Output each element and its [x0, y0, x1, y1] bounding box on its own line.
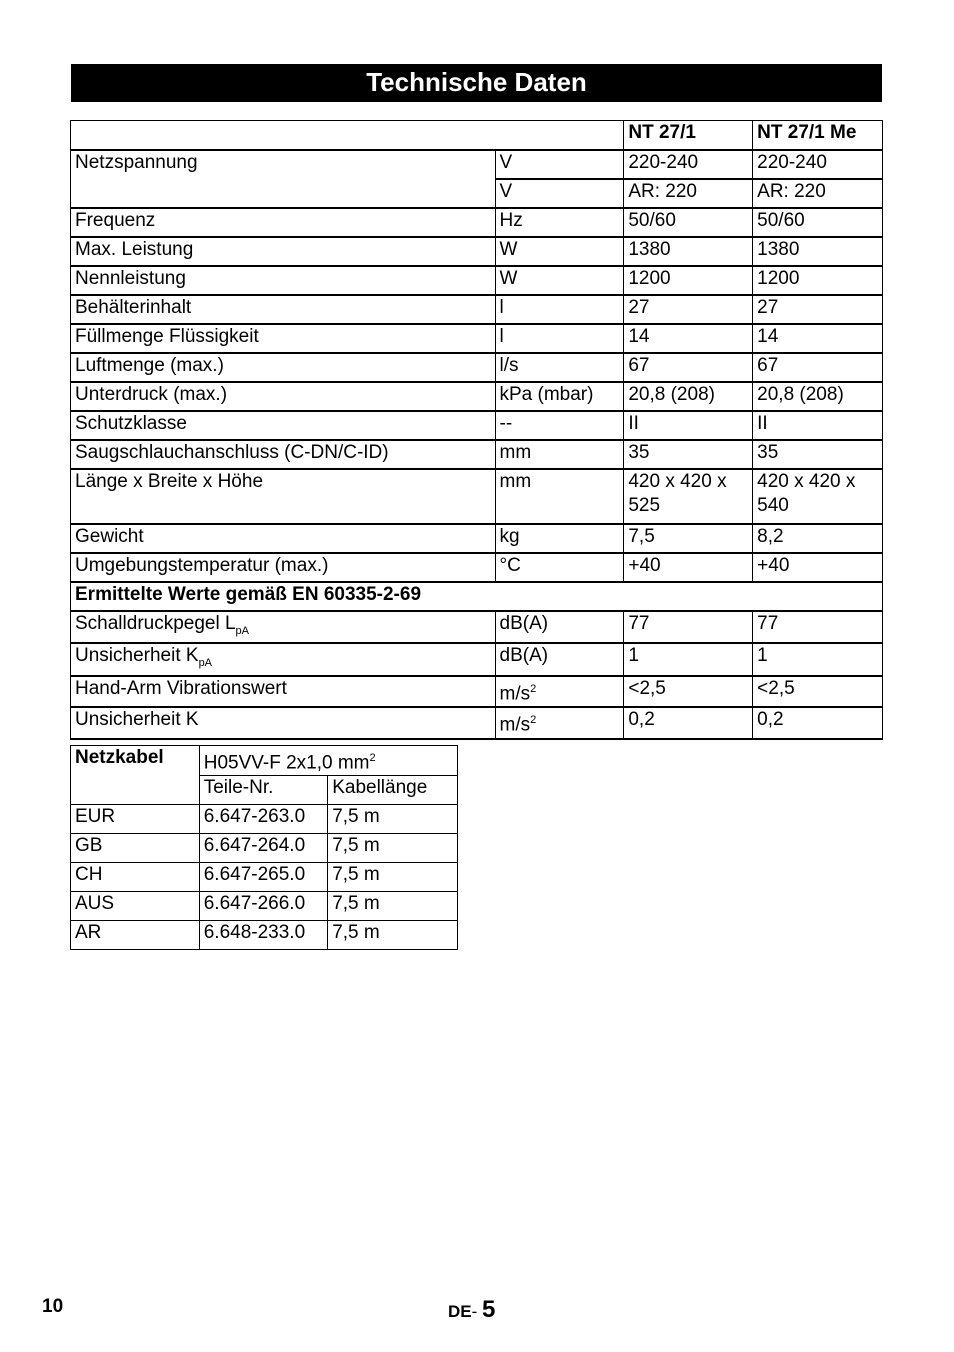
- table-row: [71, 295, 883, 324]
- technical-data-table: [70, 120, 883, 740]
- row-value-b: 0,2: [753, 707, 883, 738]
- row-value-a: 35: [624, 440, 753, 469]
- row-label: [71, 643, 496, 676]
- row-value-b: 220-240: [753, 150, 883, 179]
- row-unit: kg: [495, 524, 624, 553]
- row-label: Max. Leistung: [71, 237, 496, 266]
- row-label: Behälterinhalt: [71, 295, 496, 324]
- row-unit-superscript: 2: [530, 714, 537, 727]
- table-row: [71, 208, 883, 237]
- header-empty-cell: [71, 121, 624, 150]
- row-unit: [495, 676, 624, 707]
- page-title: Technische Daten: [71, 64, 882, 102]
- footer-separator: -: [471, 1302, 478, 1321]
- row-label: Unterdruck (max.): [71, 382, 496, 411]
- header-model-a: NT 27/1: [624, 121, 753, 150]
- row-unit: dB(A): [495, 611, 624, 644]
- row-label: Gewicht: [71, 524, 496, 553]
- row-value-a: II: [624, 411, 753, 440]
- row-unit: mm: [495, 440, 624, 469]
- row-value-a: 67: [624, 353, 753, 382]
- row-unit: l/s: [495, 353, 624, 382]
- table-row: [71, 676, 883, 707]
- table-row: [71, 707, 883, 738]
- table-row: [71, 643, 883, 676]
- table-row: [71, 863, 458, 892]
- row-unit: V: [495, 150, 624, 179]
- row-value-a: 1380: [624, 237, 753, 266]
- table-row: [71, 469, 883, 524]
- table-row: [71, 805, 458, 834]
- cable-type-superscript: 2: [369, 752, 376, 764]
- row-value-b: 1: [753, 643, 883, 676]
- row-label-text: Unsicherheit K: [75, 645, 199, 667]
- row-unit: kPa (mbar): [495, 382, 624, 411]
- cable-length: 7,5 m: [328, 892, 458, 921]
- row-value-a: AR: 220: [624, 179, 753, 208]
- row-label: Hand-Arm Vibrationswert: [71, 676, 496, 707]
- cable-country: AR: [71, 921, 200, 950]
- row-label-text: Schalldruckpegel L: [75, 612, 236, 634]
- cable-part-number: 6.647-264.0: [199, 834, 327, 863]
- table-row: [71, 324, 883, 353]
- row-value-b: 20,8 (208): [753, 382, 883, 411]
- table-row: [71, 440, 883, 469]
- row-value-b: 8,2: [753, 524, 883, 553]
- section-header-row: [71, 582, 883, 611]
- cable-country: GB: [71, 834, 200, 863]
- table-row: [71, 353, 883, 382]
- cable-type: [199, 746, 457, 776]
- row-value-b: 35: [753, 440, 883, 469]
- table-row: [71, 611, 883, 644]
- power-cable-table: [70, 745, 458, 950]
- row-value-a: 420 x 420 x 525: [624, 469, 753, 524]
- row-label: Unsicherheit K: [71, 707, 496, 738]
- row-value-b: II: [753, 411, 883, 440]
- footer-language-page: [448, 1296, 495, 1324]
- row-unit: dB(A): [495, 643, 624, 676]
- header-model-b: NT 27/1 Me: [753, 121, 883, 150]
- row-value-a: 14: [624, 324, 753, 353]
- row-value-b: 1200: [753, 266, 883, 295]
- table-row: [71, 553, 883, 582]
- row-unit: [495, 707, 624, 738]
- row-label: Umgebungstemperatur (max.): [71, 553, 496, 582]
- row-value-a: 1: [624, 643, 753, 676]
- table-row: [71, 524, 883, 553]
- row-value-b: <2,5: [753, 676, 883, 707]
- row-label-subscript: pA: [235, 624, 250, 637]
- cable-length: 7,5 m: [328, 834, 458, 863]
- table-row: [71, 266, 883, 295]
- row-label: Füllmenge Flüssigkeit: [71, 324, 496, 353]
- cable-country: EUR: [71, 805, 200, 834]
- row-unit-text: m/s: [499, 683, 531, 705]
- row-value-b: 50/60: [753, 208, 883, 237]
- cable-part-number: 6.648-233.0: [199, 921, 327, 950]
- row-label: Netzspannung: [71, 150, 496, 208]
- cable-country: CH: [71, 863, 200, 892]
- row-unit: °C: [495, 553, 624, 582]
- col-cable-length: Kabellänge: [328, 776, 458, 805]
- row-label: Schutzklasse: [71, 411, 496, 440]
- row-value-b: 420 x 420 x 540: [753, 469, 883, 524]
- row-unit: W: [495, 266, 624, 295]
- row-unit-text: m/s: [499, 714, 531, 736]
- cable-length: 7,5 m: [328, 921, 458, 950]
- row-unit: Hz: [495, 208, 624, 237]
- row-unit: --: [495, 411, 624, 440]
- cable-part-number: 6.647-265.0: [199, 863, 327, 892]
- table-row: [71, 237, 883, 266]
- row-label: Saugschlauchanschluss (C-DN/C-ID): [71, 440, 496, 469]
- row-value-b: 14: [753, 324, 883, 353]
- page-number: 10: [42, 1296, 64, 1317]
- row-value-b: 1380: [753, 237, 883, 266]
- cable-length: 7,5 m: [328, 863, 458, 892]
- table-row: [71, 150, 883, 179]
- row-value-b: AR: 220: [753, 179, 883, 208]
- row-value-a: 7,5: [624, 524, 753, 553]
- row-unit: W: [495, 237, 624, 266]
- row-value-b: 77: [753, 611, 883, 644]
- row-value-b: 27: [753, 295, 883, 324]
- row-value-a: 77: [624, 611, 753, 644]
- row-value-a: 20,8 (208): [624, 382, 753, 411]
- cable-part-number: 6.647-263.0: [199, 805, 327, 834]
- row-unit: mm: [495, 469, 624, 524]
- row-value-a: 0,2: [624, 707, 753, 738]
- footer-language: DE: [448, 1302, 472, 1321]
- section-title: Ermittelte Werte gemäß EN 60335-2-69: [71, 582, 883, 611]
- row-label: [71, 611, 496, 644]
- table-row: [71, 411, 883, 440]
- table-row: [71, 892, 458, 921]
- row-label: Nennleistung: [71, 266, 496, 295]
- row-unit: l: [495, 324, 624, 353]
- row-value-a: 220-240: [624, 150, 753, 179]
- cable-country: AUS: [71, 892, 200, 921]
- row-label: Luftmenge (max.): [71, 353, 496, 382]
- table-row: [71, 834, 458, 863]
- row-unit: V: [495, 179, 624, 208]
- row-value-a: 1200: [624, 266, 753, 295]
- row-value-b: +40: [753, 553, 883, 582]
- row-value-a: <2,5: [624, 676, 753, 707]
- col-part-number: Teile-Nr.: [199, 776, 327, 805]
- cable-type-text: H05VV-F 2x1,0 mm: [203, 752, 370, 774]
- row-unit-superscript: 2: [530, 683, 537, 696]
- table-row: [71, 921, 458, 950]
- row-value-a: 27: [624, 295, 753, 324]
- table-row: [71, 382, 883, 411]
- row-value-b: 67: [753, 353, 883, 382]
- cable-length: 7,5 m: [328, 805, 458, 834]
- cable-header-row: [71, 746, 458, 776]
- row-value-a: +40: [624, 553, 753, 582]
- cable-label: Netzkabel: [71, 746, 200, 805]
- footer-section-page: 5: [482, 1296, 496, 1323]
- cable-part-number: 6.647-266.0: [199, 892, 327, 921]
- table-header-row: [71, 121, 883, 150]
- row-label: Länge x Breite x Höhe: [71, 469, 496, 524]
- row-value-a: 50/60: [624, 208, 753, 237]
- row-label: Frequenz: [71, 208, 496, 237]
- row-unit: l: [495, 295, 624, 324]
- row-label-subscript: pA: [198, 657, 213, 670]
